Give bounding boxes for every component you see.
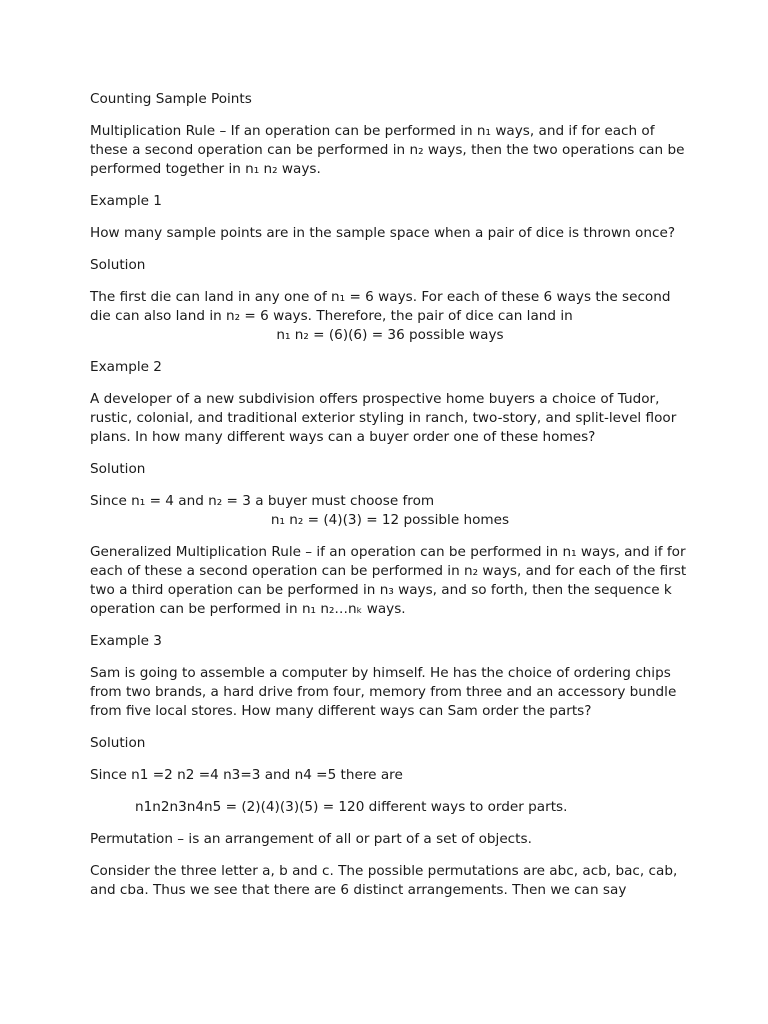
example-2-heading: Example 2 [90, 359, 162, 375]
multiplication-rule-paragraph: Multiplication Rule – If an operation can be performed in n₁ ways, and if for each of these a second operation can be performed in n₂ ways, then the two operations can be performed together in n₁ n₂ ways. [90, 123, 689, 177]
example-1-heading: Example 1 [90, 193, 162, 209]
example-1-solution-heading: Solution [90, 257, 146, 273]
example-1-question: How many sample points are in the sample space when a pair of dice is thrown once? [90, 225, 676, 241]
example-3-heading: Example 3 [90, 633, 162, 649]
document-page [90, 90, 690, 900]
example-3-question: Sam is going to assemble a computer by himself. He has the choice of ordering chips from two brands, a hard drive from four, memory from three and an accessory bundle from five local stores. How many different ways can Sam order the parts? [90, 665, 681, 719]
example-2-solution-heading: Solution [90, 461, 146, 477]
example-3-solution-equation: n1n2n3n4n5 = (2)(4)(3)(5) = 120 different ways to order parts. [135, 799, 568, 815]
example-2-solution-text: Since n₁ = 4 and n₂ = 3 a buyer must choose from [90, 493, 435, 509]
page-title: Counting Sample Points [90, 91, 252, 107]
example-2-question: A developer of a new subdivision offers prospective home buyers a choice of Tudor, rustic, colonial, and traditional exterior styling in ranch, two-story, and split-level floor plans. In how many different ways can a buyer order one of these homes? [90, 391, 681, 445]
example-1-solution-equation: n₁ n₂ = (6)(6) = 36 possible ways [276, 327, 504, 343]
permutation-definition: Permutation – is an arrangement of all or part of a set of objects. [90, 831, 532, 847]
example-3-solution-heading: Solution [90, 735, 146, 751]
generalized-multiplication-rule-paragraph: Generalized Multiplication Rule – if an operation can be performed in n₁ ways, and if for each of these a second operation can be performed in n₂ ways, and for each of the first two a third operation can be performed in n₃ ways, and so forth, then the sequence k operation can be performed in n₁ n₂…nₖ ways. [90, 544, 691, 617]
example-3-solution-text: Since n1 =2 n2 =4 n3=3 and n4 =5 there are [90, 767, 403, 783]
example-1-solution-text: The first die can land in any one of n₁ = 6 ways. For each of these 6 ways the second die can also land in n₂ = 6 ways. Therefore, the pair of dice can land in [90, 289, 675, 324]
example-2-solution-equation: n₁ n₂ = (4)(3) = 12 possible homes [270, 512, 510, 528]
permutation-paragraph: Consider the three letter a, b and c. The possible permutations are abc, acb, bac, cab, and cba. Thus we see that there are 6 distinct arrangements. Then we can say [90, 863, 682, 898]
